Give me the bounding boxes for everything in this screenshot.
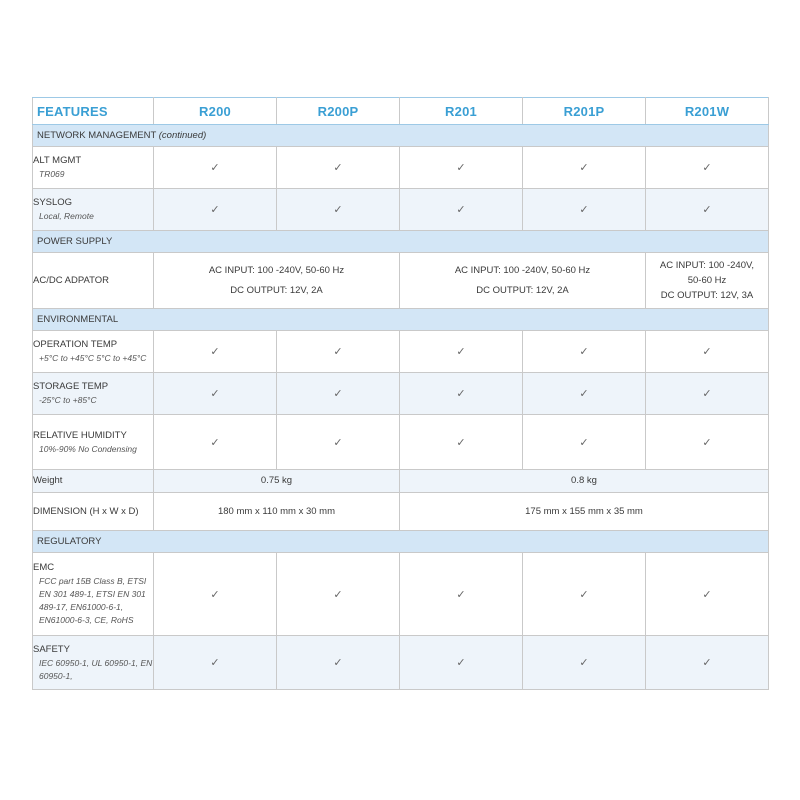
feature-sub: Local, Remote: [39, 211, 94, 221]
section-environmental: [33, 309, 769, 331]
row-alt-mgmt: [33, 147, 769, 189]
feature-label: AC/DC ADPATOR: [33, 274, 110, 286]
check-icon: ✓: [400, 636, 523, 690]
check-icon: ✓: [277, 636, 400, 690]
feature-label: SAFETY: [33, 643, 70, 655]
row-acdc: [33, 253, 769, 309]
section-title: REGULATORY: [33, 531, 769, 553]
row-operation-temp: [33, 331, 769, 373]
section-network: [33, 125, 769, 147]
check-icon: ✓: [277, 553, 400, 636]
weight-r201-value: 0.8 kg: [400, 470, 769, 493]
check-icon: ✓: [523, 553, 646, 636]
acdc-r201-value: AC INPUT: 100 -240V, 50-60 Hz DC OUTPUT: 12V, 2A: [400, 253, 646, 309]
check-icon: ✓: [277, 331, 400, 373]
check-icon: ✓: [523, 636, 646, 690]
check-icon: ✓: [154, 373, 277, 415]
check-icon: ✓: [646, 415, 769, 470]
feature-sub: -25°C to +85°C: [39, 395, 97, 405]
check-icon: ✓: [523, 147, 646, 189]
check-icon: ✓: [523, 373, 646, 415]
check-icon: ✓: [277, 147, 400, 189]
model-header-r200: R200: [154, 98, 277, 125]
check-icon: ✓: [646, 553, 769, 636]
check-icon: ✓: [646, 331, 769, 373]
dimension-r200-value: 180 mm x 110 mm x 30 mm: [154, 493, 400, 531]
feature-sub: 10%-90% No Condensing: [39, 443, 137, 454]
section-regulatory: [33, 531, 769, 553]
check-icon: ✓: [646, 636, 769, 690]
row-emc: [33, 553, 769, 636]
check-icon: ✓: [400, 373, 523, 415]
spec-table: [32, 97, 769, 690]
check-icon: ✓: [400, 189, 523, 231]
check-icon: ✓: [400, 331, 523, 373]
model-header-r201: R201: [400, 98, 523, 125]
check-icon: ✓: [154, 147, 277, 189]
section-note: (continued): [158, 130, 207, 141]
check-icon: ✓: [523, 415, 646, 470]
check-icon: ✓: [277, 373, 400, 415]
section-title: POWER SUPPLY: [33, 231, 769, 253]
row-syslog: [33, 189, 769, 231]
feature-sub: FCC part 15B Class B, ETSI EN 301 489-1, ETSI EN 301 489-17, EN61000-6-1, EN61000-6-3, CE, RoHS: [39, 576, 147, 625]
row-safety: [33, 636, 769, 690]
check-icon: ✓: [277, 415, 400, 470]
feature-label: SYSLOG: [33, 197, 73, 208]
model-header-r200p: R200P: [277, 98, 400, 125]
dimension-r201-value: 175 mm x 155 mm x 35 mm: [400, 493, 769, 531]
model-header-r201p: R201P: [523, 98, 646, 125]
feature-sub: TR069: [39, 169, 65, 179]
feature-label: Weight: [33, 475, 63, 486]
check-icon: ✓: [400, 415, 523, 470]
section-title: NETWORK MANAGEMENT: [37, 130, 157, 141]
check-icon: ✓: [646, 373, 769, 415]
row-storage-temp: [33, 373, 769, 415]
weight-r200-value: 0.75 kg: [154, 470, 400, 493]
acdc-r200-value: AC INPUT: 100 -240V, 50-60 Hz DC OUTPUT: 12V, 2A: [154, 253, 400, 309]
feature-sub: +5°C to +45°C 5°C to +45°C: [39, 353, 147, 363]
row-weight: [33, 470, 769, 493]
section-title: ENVIRONMENTAL: [33, 309, 769, 331]
check-icon: ✓: [400, 147, 523, 189]
feature-sub: IEC 60950-1, UL 60950-1, EN 60950-1,: [39, 657, 153, 681]
acdc-r201w-value: AC INPUT: 100 -240V, 50-60 Hz DC OUTPUT: 12V, 3A: [646, 253, 769, 309]
model-header-r201w: R201W: [646, 98, 769, 125]
check-icon: ✓: [400, 553, 523, 636]
check-icon: ✓: [646, 189, 769, 231]
feature-label: OPERATION TEMP: [33, 339, 118, 350]
feature-label: DIMENSION (H x W x D): [33, 505, 139, 517]
check-icon: ✓: [277, 189, 400, 231]
row-relative-humidity: [33, 415, 769, 470]
check-icon: ✓: [154, 331, 277, 373]
row-dimension: [33, 493, 769, 531]
feature-label: RELATIVE HUMIDITY: [33, 429, 127, 441]
check-icon: ✓: [523, 331, 646, 373]
check-icon: ✓: [154, 636, 277, 690]
feature-label: STORAGE TEMP: [33, 381, 109, 392]
check-icon: ✓: [154, 189, 277, 231]
section-power: [33, 231, 769, 253]
features-header: FEATURES: [33, 98, 154, 125]
feature-label: ALT MGMT: [33, 155, 82, 166]
check-icon: ✓: [523, 189, 646, 231]
check-icon: ✓: [154, 553, 277, 636]
header-row: [33, 98, 769, 125]
feature-label: EMC: [33, 562, 55, 573]
check-icon: ✓: [154, 415, 277, 470]
check-icon: ✓: [646, 147, 769, 189]
